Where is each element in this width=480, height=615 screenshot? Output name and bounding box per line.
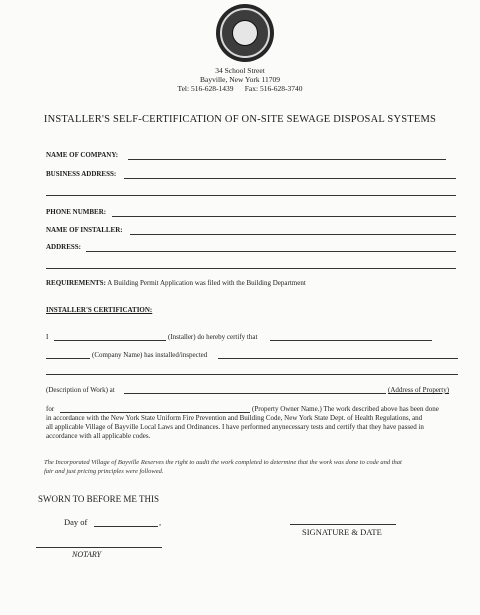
- sworn-label: SWORN TO BEFORE ME THIS: [38, 494, 160, 504]
- seal-portrait-icon: [232, 20, 258, 46]
- cert-line3-prefix: (Description of Work) at: [46, 386, 115, 394]
- property-address-field[interactable]: [124, 393, 386, 394]
- para-line3: all applicable Village of Bayville Local Laws and Ordinances. I have performed anynecessary tests and certify that they have passed in: [46, 423, 424, 431]
- business-address-field-2[interactable]: [46, 195, 456, 196]
- certify-field[interactable]: [270, 340, 432, 341]
- signature-field[interactable]: [290, 524, 396, 525]
- cert-line1-prefix: I: [46, 333, 49, 341]
- address-line-1: 34 School Street: [215, 66, 265, 75]
- para-owner: (Property Owner Name.) The work described above has been done: [252, 405, 439, 413]
- disclaimer-line1: The Incorporated Village of Bayville Reserves the right to audit the work completed to determine that the work was done to code and that: [44, 459, 402, 466]
- para-line2: in accordance with the New York State Uniform Fire Prevention and Building Code, New York State Dept. of Health Regulations, and: [46, 414, 423, 422]
- address-label: ADDRESS:: [46, 243, 82, 251]
- description-field[interactable]: [46, 374, 458, 375]
- phone-label: PHONE NUMBER:: [46, 208, 107, 216]
- address-field-2[interactable]: [46, 268, 456, 269]
- day-comma: ,: [159, 517, 162, 527]
- cert-line2-mid: (Company Name) has installed/inspected: [92, 351, 208, 359]
- installer-field[interactable]: [130, 234, 456, 235]
- fax: Fax: 516-628-3740: [244, 84, 303, 93]
- seal-ring: [220, 8, 270, 58]
- village-seal-logo: [216, 4, 274, 62]
- tel: Tel: 516-628-1439: [177, 84, 234, 93]
- notary-field[interactable]: [36, 547, 162, 548]
- para-for: for: [46, 405, 55, 413]
- requirements-text: A Building Permit Application was filed with the Building Department: [107, 279, 306, 287]
- address-field[interactable]: [86, 251, 456, 252]
- company-field[interactable]: [128, 159, 446, 160]
- cert-line1-mid: (Installer) do hereby certify that: [168, 333, 258, 341]
- certification-heading: INSTALLER'S CERTIFICATION:: [46, 306, 153, 314]
- form-title: INSTALLER'S SELF-CERTIFICATION OF ON-SITE SEWAGE DISPOSAL SYSTEMS: [43, 114, 437, 125]
- disclaimer-line2: fair and just pricing principles were followed.: [44, 468, 164, 475]
- cert-line3-suffix: (Address of Property): [388, 386, 450, 394]
- phone-field[interactable]: [112, 216, 456, 217]
- company-label: NAME OF COMPANY:: [46, 151, 119, 159]
- installer-label: NAME OF INSTALLER:: [46, 226, 123, 234]
- signature-label: SIGNATURE & DATE: [302, 527, 382, 537]
- day-field[interactable]: [94, 526, 158, 527]
- notary-label: NOTARY: [72, 550, 102, 559]
- property-owner-field[interactable]: [60, 412, 250, 413]
- installer-name-field[interactable]: [54, 340, 166, 341]
- para-line4: accordance with all applicable codes.: [46, 432, 151, 440]
- requirements-label: REQUIREMENTS:: [46, 279, 106, 287]
- contact-line: [0, 84, 480, 93]
- day-of-label: Day of: [64, 517, 88, 527]
- business-address-label: BUSINESS ADDRESS:: [46, 170, 117, 178]
- requirements-line: [46, 279, 306, 287]
- address-line-2: Bayville, New York 11709: [200, 75, 280, 84]
- business-address-field[interactable]: [124, 178, 456, 179]
- installed-inspected-field[interactable]: [218, 358, 458, 359]
- company-name-field[interactable]: [46, 358, 90, 359]
